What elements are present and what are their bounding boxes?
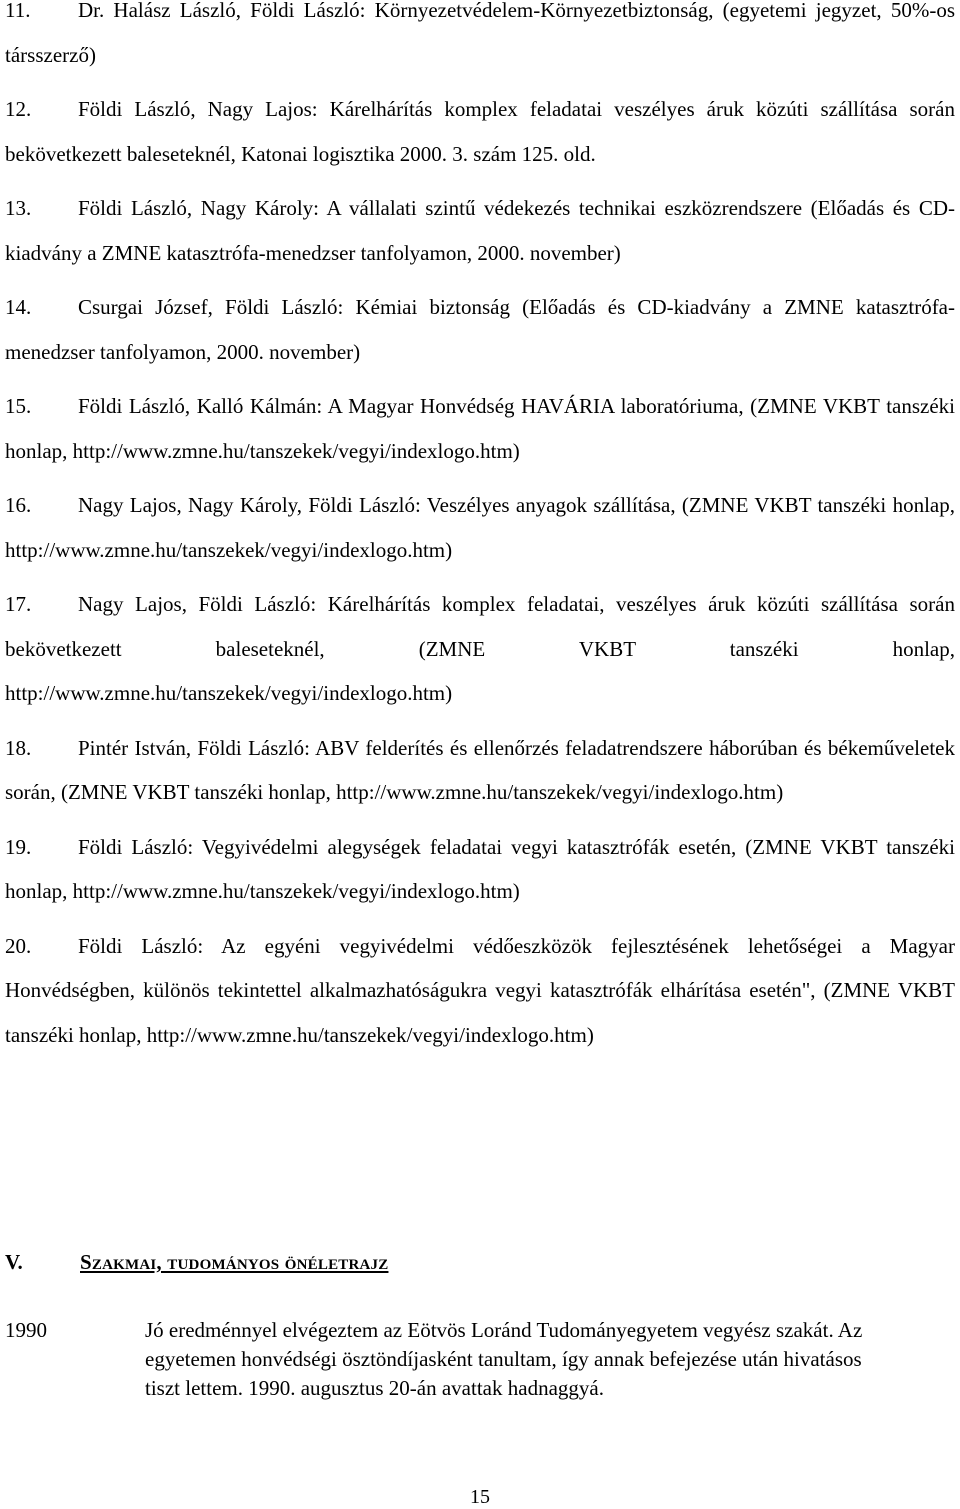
reference-list	[5, 0, 955, 1057]
reference-number: 19.	[5, 834, 32, 859]
reference-number: 18.	[5, 735, 32, 760]
reference-text: Földi László, Kalló Kálmán: A Magyar Honvédség HAVÁRIA laboratóriuma, (ZMNE VKBT tanszéki honlap, http://www.zmne.hu/tanszekek/vegyi/indexlogo.htm)	[5, 394, 955, 463]
section-heading	[5, 1250, 388, 1275]
section-title: Szakmai, tudományos önéletrajz	[80, 1250, 389, 1274]
reference-number: 13.	[5, 196, 32, 220]
cv-entry	[5, 1316, 955, 1403]
reference-item	[5, 285, 955, 374]
reference-number: 15.	[5, 394, 32, 418]
cv-text: Jó eredménnyel elvégeztem az Eötvös Loránd Tudományegyetem vegyész szakát. Az egyetemen honvédségi ösztöndíjasként tanultam, így annak befejezése után hivatásos tiszt lettem. 1990. augusztus 20-án avattak hadnaggyá.	[145, 1318, 863, 1400]
reference-number: 14.	[5, 295, 32, 319]
reference-item	[5, 384, 955, 473]
reference-item	[5, 483, 955, 572]
reference-text: Földi László: Az egyéni vegyivédelmi védőeszközök fejlesztésének lehetőségei a Magyar Honvédségben, különös tekintettel alkalmazhatóságukra vegyi katasztrófák elhárítása esetén", (ZMNE VKBT tanszéki honlap, http://www.zmne.hu/tanszekek/vegyi/indexlogo.htm)	[5, 933, 955, 1047]
document-page	[5, 0, 955, 1067]
reference-text: Dr. Halász László, Földi László: Környezetvédelem-Környezetbiztonság, (egyetemi jegyzet, 50%-os társszerző)	[5, 0, 955, 67]
reference-text: Földi László, Nagy Károly: A vállalati szintű védekezés technikai eszközrendszere (Előadás és CD-kiadvány a ZMNE katasztrófa-menedzser tanfolyamon, 2000. november)	[5, 196, 955, 265]
reference-number: 20.	[5, 933, 32, 958]
reference-item	[5, 186, 955, 275]
reference-item	[5, 825, 955, 914]
reference-text: Földi László: Vegyivédelmi alegységek feladatai vegyi katasztrófák esetén, (ZMNE VKBT tanszéki honlap, http://www.zmne.hu/tanszekek/vegyi/indexlogo.htm)	[5, 834, 955, 903]
page-number: 15	[470, 1486, 490, 1508]
reference-item	[5, 87, 955, 176]
reference-number: 17.	[5, 592, 32, 616]
reference-text: Földi László, Nagy Lajos: Kárelhárítás komplex feladatai veszélyes áruk közúti szállítása során bekövetkezett baleseteknél, Katonai logisztika 2000. 3. szám 125. old.	[5, 97, 955, 166]
reference-text: Csurgai József, Földi László: Kémiai biztonság (Előadás és CD-kiadvány a ZMNE katasztrófa-menedzser tanfolyamon, 2000. november)	[5, 295, 955, 364]
section-number: V.	[5, 1250, 23, 1274]
reference-item	[5, 924, 955, 1058]
reference-number: 16.	[5, 493, 32, 517]
reference-number: 12.	[5, 97, 32, 121]
reference-number: 11.	[5, 0, 31, 22]
reference-text: Pintér István, Földi László: ABV felderítés és ellenőrzés feladatrendszere háborúban és békeműveletek során, (ZMNE VKBT tanszéki honlap, http://www.zmne.hu/tanszekek/vegyi/indexlogo.htm)	[5, 735, 955, 804]
cv-year: 1990	[5, 1318, 47, 1342]
reference-item	[5, 582, 955, 716]
reference-item	[5, 0, 955, 77]
reference-text: Nagy Lajos, Földi László: Kárelhárítás komplex feladatai, veszélyes áruk közúti szállítása során bekövetkezett baleseteknél, (ZMNE VKBT tanszéki honlap, http://www.zmne.hu/tanszekek/vegyi/indexlogo.htm)	[5, 592, 955, 705]
reference-text: Nagy Lajos, Nagy Károly, Földi László: Veszélyes anyagok szállítása, (ZMNE VKBT tanszéki honlap, http://www.zmne.hu/tanszekek/vegyi/indexlogo.htm)	[5, 493, 955, 562]
reference-item	[5, 726, 955, 815]
